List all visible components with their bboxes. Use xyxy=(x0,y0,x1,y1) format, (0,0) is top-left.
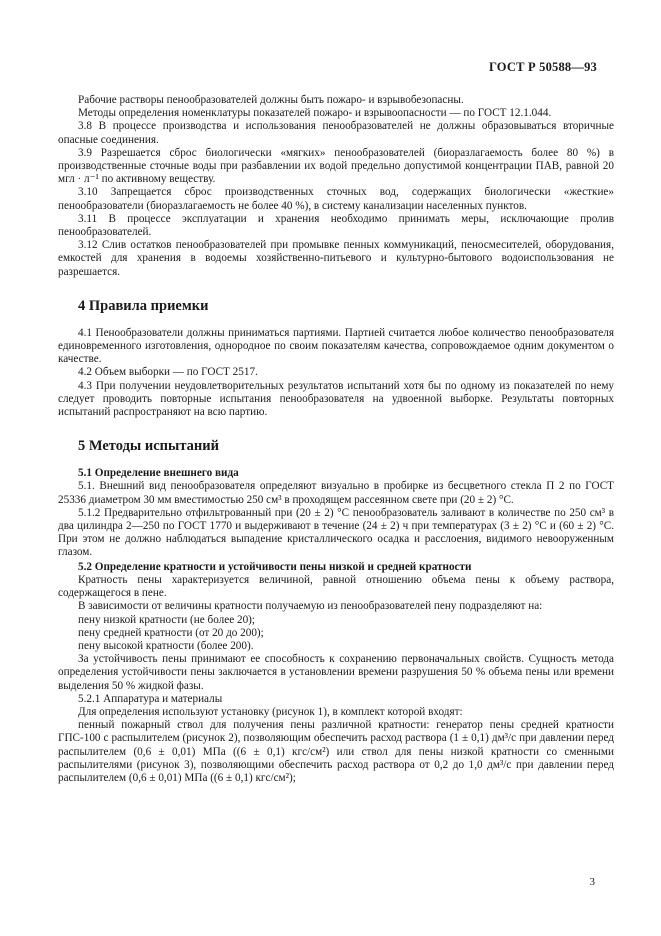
paragraph: Методы определения номенклатуры показателей пожаро- и взрывоопасности — по ГОСТ 12.1.044. xyxy=(78,107,552,120)
page-number: 3 xyxy=(589,876,595,888)
subsection-heading: 5.1 Определение внешнего вида xyxy=(78,467,239,480)
paragraph: 5.2.1 Аппаратура и материалы xyxy=(78,692,223,705)
standard-code: ГОСТ Р 50588—93 xyxy=(488,60,597,74)
paragraph: 3.8 В процессе производства и использования пенообразователей не должны образовываться вторичные опасные соединения. xyxy=(58,120,614,146)
section-heading: 5 Методы испытаний xyxy=(78,438,219,455)
paragraph: 4.2 Объем выборки — по ГОСТ 2517. xyxy=(78,366,258,379)
paragraph: 4.1 Пенообразователи должны приниматься партиями. Партией считается любое количество пенообразователя единовременного изготовления, однородное по своим показателям качества, сопровождаемое одним документом о качестве. xyxy=(58,326,614,366)
paragraph: В зависимости от величины кратности получаемую из пенообразователей пену подразделяют на: xyxy=(78,600,543,613)
paragraph: 3.11 В процессе эксплуатации и хранения необходимо принимать меры, исключающие пролив пенообразователей. xyxy=(58,212,614,239)
paragraph: Рабочие растворы пенообразователей должны быть пожаро- и взрывобезопасны. xyxy=(78,94,464,106)
paragraph: 3.10 Запрещается сброс производственных сточных вод, содержащих биологически «жесткие» пенообразователи (биоразлагаемость не более 40 %), в систему канализации населенных пунктов. xyxy=(58,186,614,212)
paragraph: 3.12 Слив остатков пенообразователей при промывке пенных коммуникаций, пеносмесителей, оборудования, емкостей для хранения в водоемы хозяйственно-питьевого и культурно-бытового водоиспользования не разрешается. xyxy=(58,239,614,278)
paragraph: 5.1.2 Предварительно отфильтрованный при (20 ± 2) °С пенообразователь заливают в количестве по 250 см³ в два цилиндра 2—250 по ГОСТ 1770 и выдерживают в течение (24 ± 2) ч при температурах (3 ± 2) °С и (60 ± 2) °С. При этом не должно наблюдаться выпадение кристаллического осадка и расслоения, видимого невооруженным глазом. xyxy=(58,506,614,559)
paragraph: Для определения используют установку (рисунок 1), в комплект которой входят: xyxy=(78,705,463,718)
paragraph: Кратность пены характеризуется величиной, равной отношению объема пены к объему раствора, содержащегося в пене. xyxy=(58,573,614,600)
list-item: пену низкой кратности (не более 20); xyxy=(78,613,256,626)
document-body xyxy=(58,94,614,785)
list-item: пену средней кратности (от 20 до 200); xyxy=(78,626,264,639)
paragraph: 5.1. Внешний вид пенообразователя определяют визуально в пробирке из бесцветного стекла П 2 по ГОСТ 25336 диаметром 30 мм вместимостью 250 см³ в проходящем рассеянном свете при (20 ± 2) °С. xyxy=(58,480,614,506)
paragraph: пенный пожарный ствол для получения пены различной кратности: генератор пены средней кратности ГПС-100 с распылителем (рисунок 2), позволяющим обеспечить расход раствора (1 ± 0,1) дм³/с при давлении перед распылителем (0,6 ± 0,01) МПа ((6 ± 0,1) кгс/см²) или ствол для пены низкой кратности со сменными распылителями (рисунок 3), позволяющими обеспечить расход раствора от 0,2 до 1,0 дм³/с при давлении перед распылителем (0,6 ± 0,01) МПа ((6 ± 0,1) кгс/см²); xyxy=(58,719,614,784)
section-heading: 4 Правила приемки xyxy=(78,297,209,314)
paragraph: 4.3 При получении неудовлетворительных результатов испытаний хотя бы по одному из показателей по нему следует проводить повторные испытания пенообразователя на удвоенной выборке. Результаты повторных испытаний распространяют на всю партию. xyxy=(58,379,614,419)
subsection-heading: 5.2 Определение кратности и устойчивости пены низкой и средней кратности xyxy=(78,560,472,573)
paragraph: За устойчивость пены принимают ее способность к сохранению первоначальных свойств. Сущность метода определения устойчивости пены заключается в установлении времени разрушения 50 % объема пены или времени выделения 50 % жидкой фазы. xyxy=(58,653,614,692)
paragraph: 3.9 Разрешается сброс биологически «мягких» пенообразователей (биоразлагаемость более 80 %) в производственные сточные воды при разбавлении их водой предельно допустимой концентрации ПАВ, равной 20 мгл · л⁻¹ по активному веществу. xyxy=(58,146,614,186)
list-item: пену высокой кратности (более 200). xyxy=(78,639,254,652)
